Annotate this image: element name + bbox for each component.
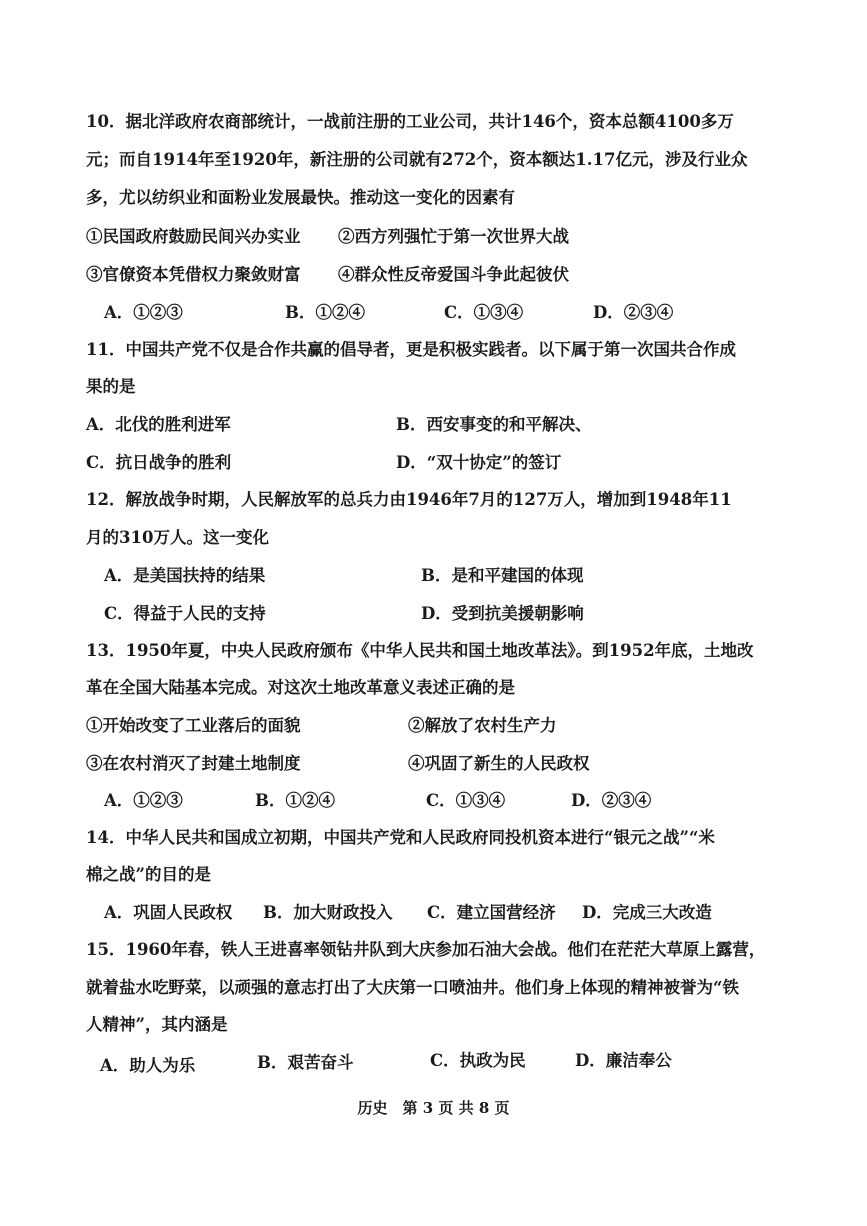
q14-option-d: D．完成三大改造 [582, 903, 712, 922]
q15-option-c: C．执政为民 [430, 1051, 526, 1070]
q12-option-b: B．是和平建国的体现 [421, 566, 584, 585]
q13-statement-1: ①开始改变了工业落后的面貌 [86, 716, 301, 735]
q13-statement-4: ④巩固了新生的人民政权 [408, 754, 590, 773]
q13-stem-line2: 革在全国大陆基本完成。对这次土地改革意义表述正确的是 [86, 678, 515, 697]
q11-option-c: C．抗日战争的胜利 [86, 453, 232, 472]
q11-stem-line1: 11．中国共产党不仅是合作共赢的倡导者，更是积极实践者。以下属于第一次国共合作成 [86, 340, 736, 359]
q10-statement-3: ③官僚资本凭借权力聚敛财富 [86, 265, 301, 284]
q13-statement-2: ②解放了农村生产力 [408, 716, 557, 735]
q13-statement-3: ③在农村消灭了封建土地制度 [86, 754, 301, 773]
page-footer: 历史 第 3 页 共 8 页 [357, 1099, 510, 1117]
q14-stem-line2: 棉之战”的目的是 [86, 865, 211, 884]
q14-option-a: A．巩固人民政权 [104, 903, 233, 922]
q14-option-b: B．加大财政投入 [263, 903, 393, 922]
q11-option-a: A．北伐的胜利进军 [86, 415, 231, 434]
q10-stem-line2: 元；而自1914年至1920年，新注册的公司就有272个，资本额达1.17亿元，涉及行业众 [86, 150, 748, 169]
q10-option-c: C．①③④ [444, 303, 524, 322]
q14-stem-line1: 14．中华人民共和国成立初期，中国共产党和人民政府同投机资本进行“银元之战”“米 [86, 828, 715, 847]
q15-stem-line3: 人精神”，其内涵是 [86, 1015, 228, 1034]
q10-option-a: A．①②③ [104, 303, 183, 322]
q12-option-d: D．受到抗美援朝影响 [421, 604, 584, 623]
q15-option-b: B．艰苦奋斗 [257, 1053, 354, 1072]
q15-option-d: D．廉洁奉公 [575, 1051, 672, 1070]
q13-option-c: C．①③④ [426, 791, 506, 810]
q10-option-b: B．①②④ [285, 303, 365, 322]
q10-statement-4: ④群众性反帝爱国斗争此起彼伏 [338, 265, 569, 284]
q15-stem-line1: 15．1960年春，铁人王进喜率领钻井队到大庆参加石油大会战。他们在茫茫大草原上露营， [86, 940, 766, 959]
q12-option-a: A．是美国扶持的结果 [104, 566, 266, 585]
q13-stem-line1: 13．1950年夏，中央人民政府颁布《中华人民共和国土地改革法》。到1952年底，土地改 [86, 641, 754, 660]
q10-stem-line1: 10．据北洋政府农商部统计，一战前注册的工业公司，共计146个，资本总额4100多万 [86, 112, 734, 131]
q10-statement-2: ②西方列强忙于第一次世界大战 [338, 227, 569, 246]
q11-option-d: D．“双十协定”的签订 [396, 453, 562, 472]
q10-option-d: D．②③④ [593, 303, 674, 322]
q12-stem-line1: 12．解放战争时期，人民解放军的总兵力由1946年7月的127万人，增加到1948年11 [86, 490, 732, 509]
q15-option-a: A．助人为乐 [100, 1056, 196, 1075]
q14-option-c: C．建立国营经济 [427, 903, 556, 922]
q11-option-b: B．西安事变的和平解决、 [396, 415, 592, 434]
q15-stem-line2: 就着盐水吃野菜，以顽强的意志打出了大庆第一口喷油井。他们身上体现的精神被誉为“铁 [86, 978, 739, 997]
q13-option-b: B．①②④ [255, 791, 335, 810]
q12-stem-line2: 月的310万人。这一变化 [86, 528, 269, 547]
q12-option-c: C．得益于人民的支持 [104, 604, 266, 623]
q13-option-d: D．②③④ [571, 791, 652, 810]
q13-option-a: A．①②③ [104, 791, 183, 810]
q10-stem-line3: 多，尤以纺织业和面粉业发展最快。推动这一变化的因素有 [86, 188, 515, 207]
q10-statement-1: ①民国政府鼓励民间兴办实业 [86, 227, 301, 246]
q11-stem-line2: 果的是 [86, 377, 136, 396]
